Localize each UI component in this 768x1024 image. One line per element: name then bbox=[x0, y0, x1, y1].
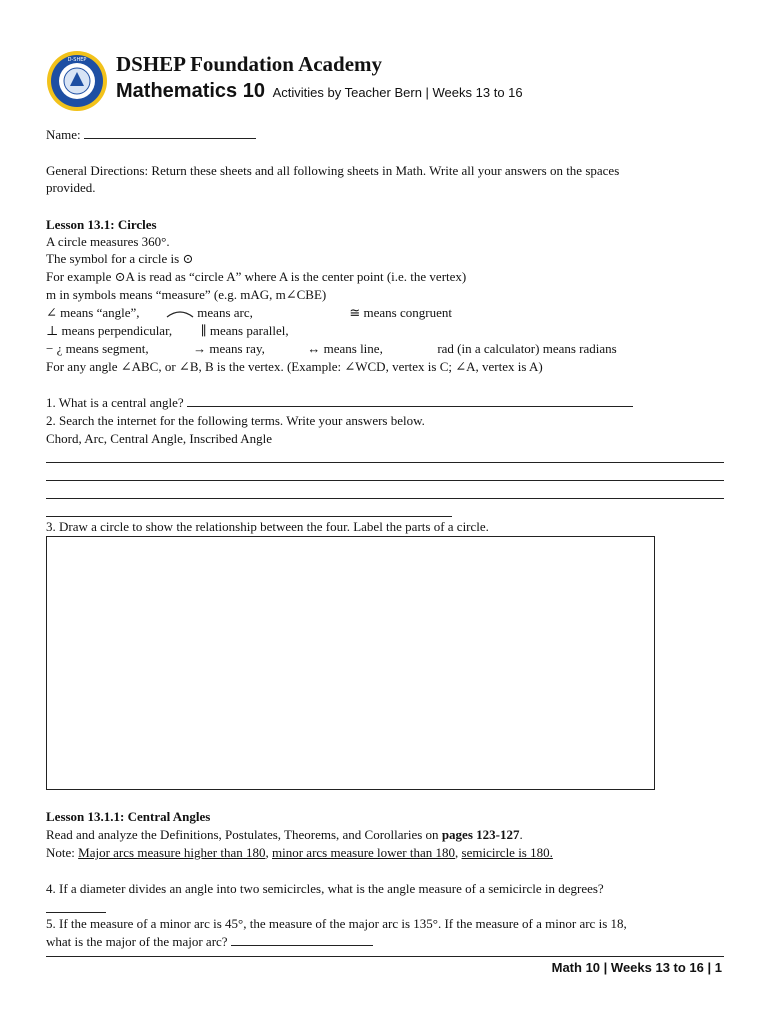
read-prefix: Read and analyze the Definitions, Postulates, Theorems, and Corollaries on bbox=[46, 827, 442, 842]
symbol-radians: rad (in a calculator) means radians bbox=[437, 341, 617, 356]
note-minor: minor arcs measure lower than 180 bbox=[272, 845, 456, 860]
subject-title: Mathematics 10 bbox=[116, 80, 265, 102]
lesson-13-1-title: Lesson 13.1: Circles bbox=[46, 217, 157, 232]
footer-weeks: Weeks 13 to 16 bbox=[610, 960, 704, 975]
page-number: 1 bbox=[714, 960, 722, 975]
page-footer: Math 10 | Weeks 13 to 16 | 1 bbox=[551, 960, 722, 975]
lesson-line: m in symbols means “measure” (e.g. mAG, m∠CBE) bbox=[46, 287, 327, 302]
question-1-row bbox=[46, 394, 633, 411]
lesson-line: For example ⊙A is read as “circle A” where A is the center point (i.e. the vertex) bbox=[46, 269, 467, 284]
note-line: Note: Major arcs measure higher than 180, minor arcs measure lower than 180, semicircle is 180. bbox=[46, 845, 553, 860]
question-1: 1. What is a central angle? bbox=[46, 395, 184, 410]
symbol-perpendicular: ⊥ means perpendicular, bbox=[46, 323, 173, 338]
question-4: 4. If a diameter divides an angle into two semicircles, what is the angle measure of a semicircle in degrees? bbox=[46, 881, 604, 896]
footer-divider bbox=[46, 956, 724, 957]
subject-subtitle: Activities by Teacher Bern | Weeks 13 to 16 bbox=[272, 85, 523, 100]
symbol-line: ↔ means line, bbox=[307, 341, 383, 356]
name-field[interactable] bbox=[84, 126, 256, 139]
question-5-row bbox=[46, 933, 373, 950]
lesson-line: The symbol for a circle is ⊙ bbox=[46, 251, 194, 266]
question-5-line-1: 5. If the measure of a minor arc is 45°, the measure of the major arc is 135°. If the measure of a minor arc is 18, bbox=[46, 916, 627, 931]
directions-line-1: General Directions: Return these sheets and all following sheets in Math. Write all your answers on the spaces bbox=[46, 163, 620, 178]
symbol-arc: means arc, bbox=[197, 305, 253, 320]
arc-icon bbox=[166, 309, 194, 319]
symbols-row-2 bbox=[46, 322, 289, 339]
answer-1-field[interactable] bbox=[187, 394, 633, 407]
note-prefix: Note: bbox=[46, 845, 79, 860]
symbols-row-3 bbox=[46, 340, 617, 357]
symbol-ray: → means ray, bbox=[193, 341, 265, 356]
read-instructions bbox=[46, 826, 523, 843]
symbol-segment: − ¿ means segment, bbox=[46, 341, 149, 356]
note-semicircle: semicircle is 180. bbox=[461, 845, 553, 860]
answer-5-field[interactable] bbox=[231, 933, 373, 946]
symbols-row-1 bbox=[46, 304, 452, 321]
lesson-line: A circle measures 360°. bbox=[46, 234, 170, 249]
question-3: 3. Draw a circle to show the relationship between the four. Label the parts of a circle. bbox=[46, 519, 489, 534]
question-2: 2. Search the internet for the following terms. Write your answers below. bbox=[46, 413, 425, 428]
read-pages: pages 123-127 bbox=[441, 827, 520, 842]
footer-course: Math 10 bbox=[551, 960, 601, 975]
question-2-terms: Chord, Arc, Central Angle, Inscribed Angle bbox=[46, 431, 273, 446]
school-name: DSHEP Foundation Academy bbox=[116, 52, 383, 76]
answer-4-field[interactable] bbox=[46, 912, 106, 913]
symbol-angle: ∠ means “angle”, bbox=[46, 305, 140, 320]
symbol-congruent: ≅ means congruent bbox=[349, 305, 452, 320]
name-label: Name: bbox=[46, 127, 81, 142]
question-5-line-2: what is the major of the major arc? bbox=[46, 934, 228, 949]
name-row bbox=[46, 126, 256, 143]
school-logo bbox=[46, 50, 108, 112]
symbol-parallel: ∥ means parallel, bbox=[200, 323, 289, 338]
answer-line[interactable] bbox=[46, 462, 724, 463]
drawing-box[interactable] bbox=[46, 536, 655, 790]
vertex-explanation: For any angle ∠ABC, or ∠B, B is the vertex. (Example: ∠WCD, vertex is C; ∠A, vertex is A) bbox=[46, 359, 543, 374]
answer-line[interactable] bbox=[46, 498, 724, 499]
answer-line[interactable] bbox=[46, 480, 724, 481]
read-suffix: . bbox=[519, 827, 523, 842]
lesson-13-1-1-title: Lesson 13.1.1: Central Angles bbox=[46, 809, 211, 824]
logo-text: D-SHEP bbox=[67, 57, 87, 63]
note-major: Major arcs measure higher than 180 bbox=[78, 845, 266, 860]
answer-line[interactable] bbox=[46, 516, 452, 517]
subject-header bbox=[116, 80, 523, 103]
directions-line-2: provided. bbox=[46, 180, 96, 195]
